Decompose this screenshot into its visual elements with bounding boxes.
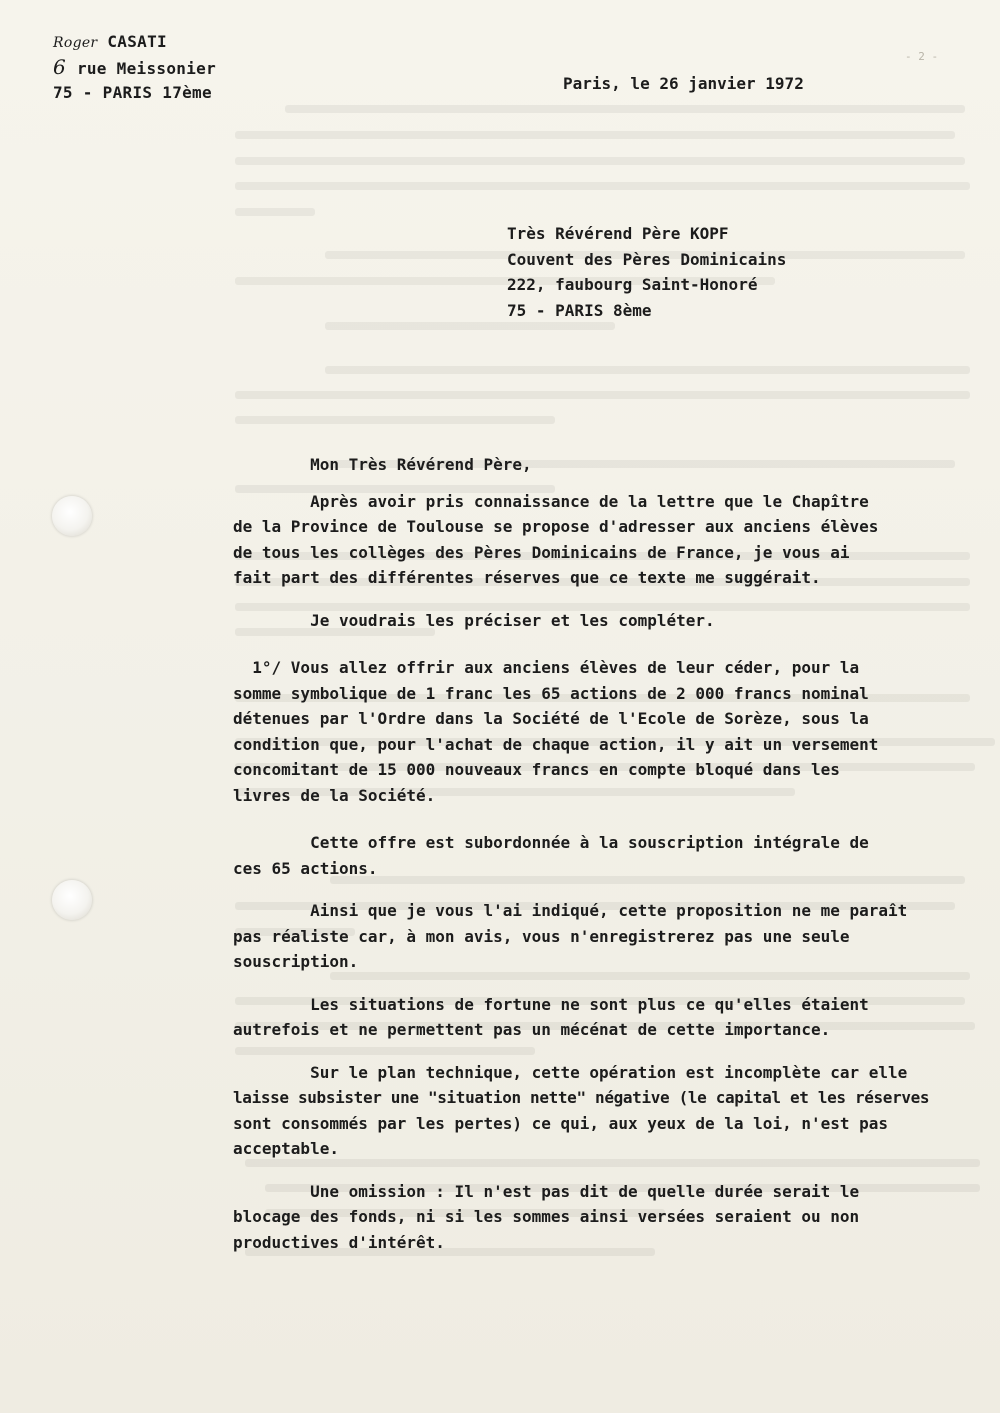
body-line: Cette offre est subordonnée à la souscription intégrale de [233, 833, 869, 852]
body-line: Je voudrais les préciser et les compléter. [233, 610, 715, 630]
sender-address [53, 30, 216, 105]
sender-city: 75 - PARIS 17ème [53, 83, 212, 102]
paragraph-opinion [233, 898, 973, 975]
body-line: de la Province de Toulouse se propose d'adresser aux anciens élèves [233, 517, 879, 536]
body-line: concomitant de 15 000 nouveaux francs en compte bloqué dans les [233, 760, 840, 779]
recipient-line: Couvent des Pères Dominicains [507, 249, 787, 269]
body-line: livres de la Société. [233, 785, 436, 805]
body-line: détenues par l'Ordre dans la Société de l'Ecole de Sorèze, sous la [233, 709, 869, 728]
paragraph-intro [233, 489, 973, 591]
paragraph-offer [233, 830, 973, 881]
sender-street-number-handwritten: 6 [53, 55, 67, 79]
body-line: Une omission : Il n'est pas dit de quelle durée serait le [233, 1181, 860, 1201]
body-line: ces 65 actions. [233, 858, 378, 878]
body-line: fait part des différentes réserves que ce texte me suggérait. [233, 568, 821, 587]
body-line: sont consommés par les pertes) ce qui, aux yeux de la loi, n'est pas [233, 1113, 889, 1133]
letter-date: Paris, le 26 janvier 1972 [563, 74, 804, 93]
paragraph-fortune [233, 992, 973, 1043]
salutation: Mon Très Révérend Père, [310, 455, 532, 474]
sender-street-line [53, 55, 216, 81]
body-line: somme symbolique de 1 franc les 65 actions de 2 000 francs nominal [233, 683, 869, 703]
paragraph-technical [233, 1060, 973, 1162]
sender-street: rue Meissonier [76, 59, 216, 78]
body-line: Les situations de fortune ne sont plus ce qu'elles étaient [233, 994, 869, 1014]
body-line: Ainsi que je vous l'ai indiqué, cette proposition ne me paraît [233, 901, 908, 920]
body-line: pas réaliste car, à mon avis, vous n'enregistrerez pas une seule [233, 926, 850, 946]
recipient-line: Très Révérend Père KOPF [507, 224, 729, 243]
body-line: condition que, pour l'achat de chaque action, il y ait un versement [233, 734, 879, 754]
body-line: souscription. [233, 952, 359, 971]
body-line: de tous les collèges des Pères Dominicains de France, je vous ai [233, 542, 850, 562]
punch-hole-lower [52, 880, 92, 920]
paragraph-point-1 [233, 655, 973, 808]
punch-hole-upper [52, 496, 92, 536]
sender-name-line [53, 30, 216, 55]
sender-first-name-handwritten: Roger [53, 35, 98, 51]
sender-last-name: CASATI [107, 32, 167, 51]
recipient-line: 222, faubourg Saint-Honoré [507, 275, 758, 295]
body-line: laisse subsister une "situation nette" négative (le capital et les réserves [233, 1088, 930, 1107]
body-line: 1°/ Vous allez offrir aux anciens élèves de leur céder, pour la [233, 658, 860, 677]
body-line: Après avoir pris connaissance de la lettre que le Chapître [233, 491, 869, 511]
paragraph-clarify [233, 608, 973, 634]
body-line: autrefois et ne permettent pas un mécénat de cette importance. [233, 1020, 831, 1039]
body-line: acceptable. [233, 1139, 339, 1158]
body-line: Sur le plan technique, cette opération est incomplète car elle [233, 1062, 908, 1082]
paragraph-omission [233, 1179, 973, 1256]
body-line: blocage des fonds, ni si les sommes ainsi versées seraient ou non [233, 1207, 860, 1226]
show-through-page-number: - 2 - [905, 50, 939, 63]
recipient-line: 75 - PARIS 8ème [507, 300, 652, 320]
letter-body [233, 452, 973, 1255]
body-line: productives d'intérêt. [233, 1232, 445, 1252]
recipient-address [507, 221, 786, 323]
